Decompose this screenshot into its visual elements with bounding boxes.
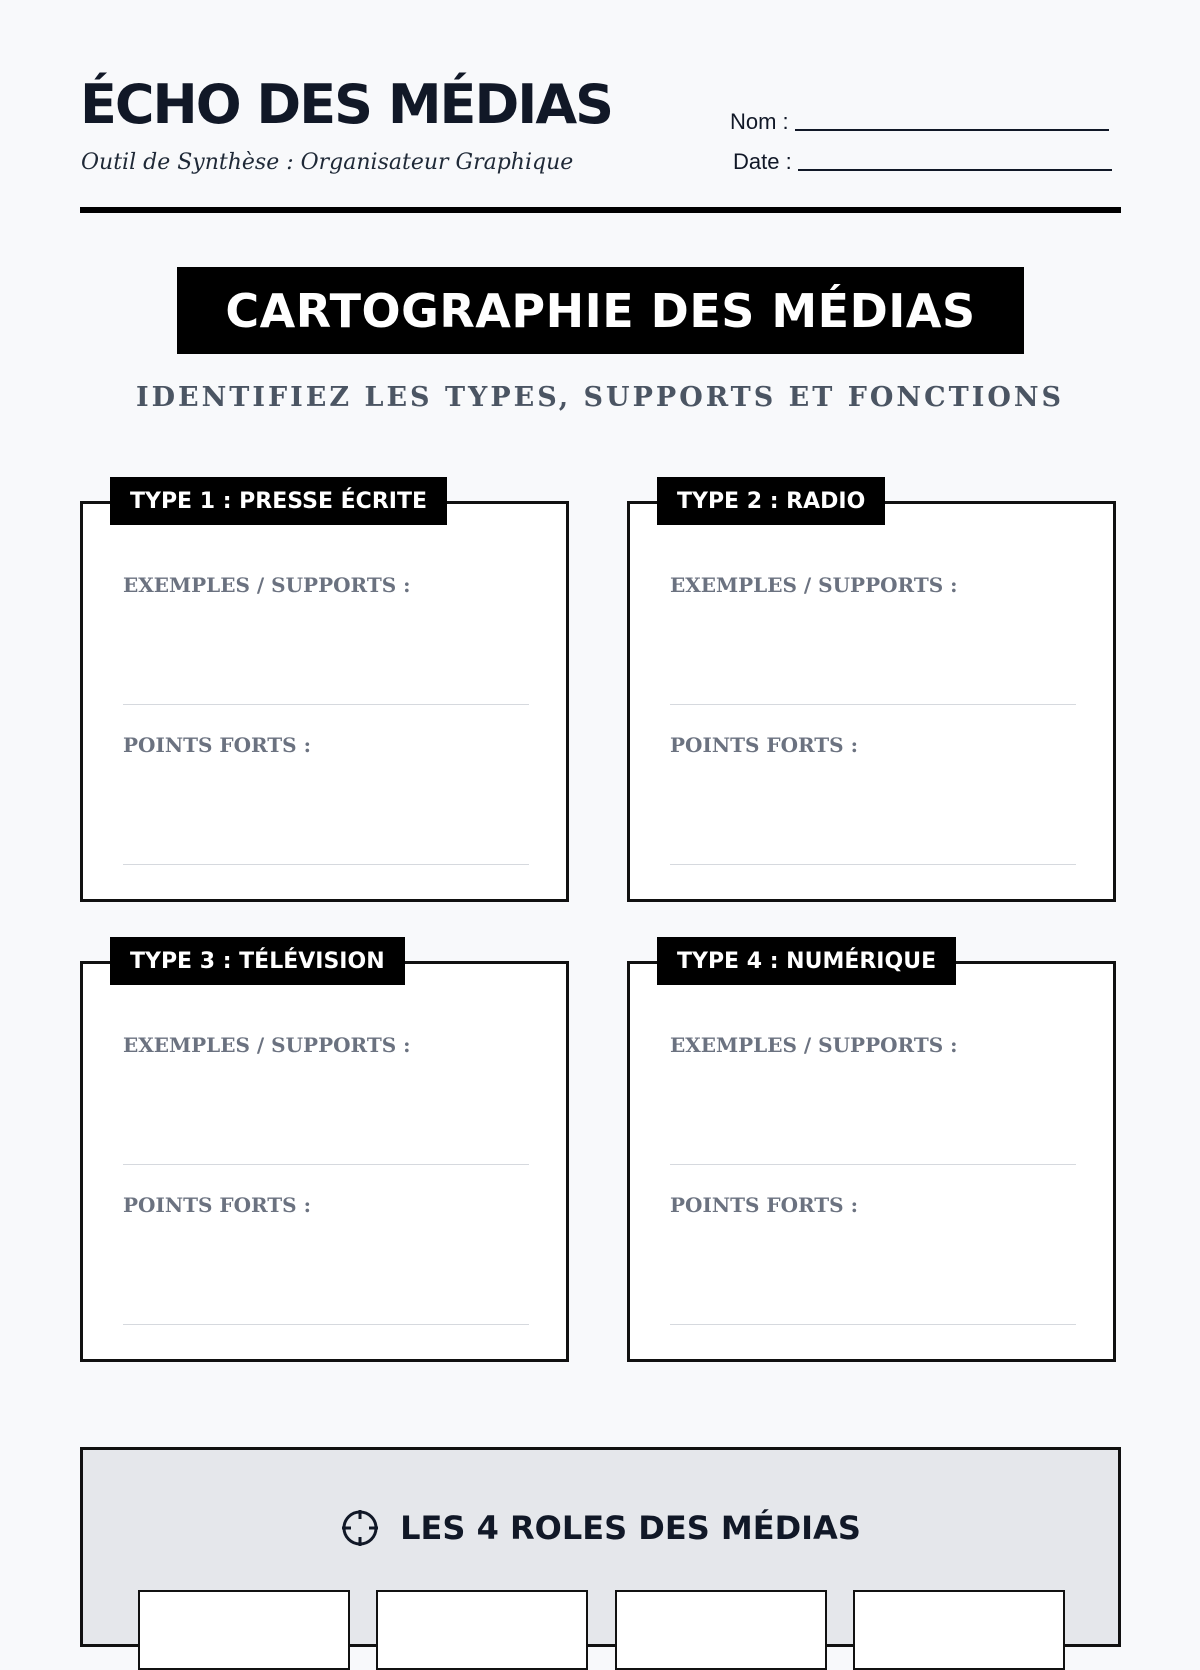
media-card-press: [80, 488, 569, 902]
examples-label: EXEMPLES / SUPPORTS :: [123, 1033, 411, 1057]
roles-title: LES 4 ROLES DES MÉDIAS: [400, 1509, 861, 1547]
name-input-line[interactable]: [795, 129, 1109, 131]
strengths-answer-line[interactable]: [123, 864, 529, 865]
examples-answer-line[interactable]: [670, 704, 1076, 705]
examples-answer-line[interactable]: [123, 704, 529, 705]
instructions: IDENTIFIEZ LES TYPES, SUPPORTS ET FONCTIONS: [135, 382, 1065, 413]
examples-answer-line[interactable]: [123, 1164, 529, 1165]
examples-label: EXEMPLES / SUPPORTS :: [670, 573, 958, 597]
card-tag: TYPE 2 : RADIO: [657, 477, 885, 525]
target-icon: [340, 1508, 380, 1548]
strengths-label: POINTS FORTS :: [123, 733, 311, 757]
role-box-3[interactable]: [615, 1590, 827, 1670]
role-box-2[interactable]: [376, 1590, 588, 1670]
roles-panel: [80, 1447, 1121, 1647]
examples-label: EXEMPLES / SUPPORTS :: [670, 1033, 958, 1057]
media-card-radio: [627, 488, 1116, 902]
brand-title: ÉCHO DES MÉDIAS: [80, 73, 613, 136]
card-tag: TYPE 3 : TÉLÉVISION: [110, 937, 405, 985]
role-box-1[interactable]: [138, 1590, 350, 1670]
strengths-answer-line[interactable]: [123, 1324, 529, 1325]
main-banner: [177, 267, 1024, 354]
name-label: Nom :: [730, 109, 789, 134]
name-field[interactable]: [730, 109, 1109, 135]
banner-title: CARTOGRAPHIE DES MÉDIAS: [225, 283, 976, 338]
media-card-digital: [627, 948, 1116, 1362]
examples-answer-line[interactable]: [670, 1164, 1076, 1165]
card-tag: TYPE 4 : NUMÉRIQUE: [657, 937, 956, 985]
card-tag: TYPE 1 : PRESSE ÉCRITE: [110, 477, 447, 525]
roles-heading: [83, 1508, 1118, 1548]
brand-subtitle: Outil de Synthèse : Organisateur Graphique: [81, 150, 574, 175]
examples-label: EXEMPLES / SUPPORTS :: [123, 573, 411, 597]
strengths-answer-line[interactable]: [670, 864, 1076, 865]
strengths-label: POINTS FORTS :: [670, 1193, 858, 1217]
strengths-label: POINTS FORTS :: [123, 1193, 311, 1217]
date-input-line[interactable]: [798, 169, 1112, 171]
date-label: Date :: [733, 149, 792, 174]
strengths-answer-line[interactable]: [670, 1324, 1076, 1325]
header-divider: [80, 207, 1121, 213]
date-field[interactable]: [733, 149, 1112, 175]
role-box-4[interactable]: [853, 1590, 1065, 1670]
strengths-label: POINTS FORTS :: [670, 733, 858, 757]
media-card-television: [80, 948, 569, 1362]
